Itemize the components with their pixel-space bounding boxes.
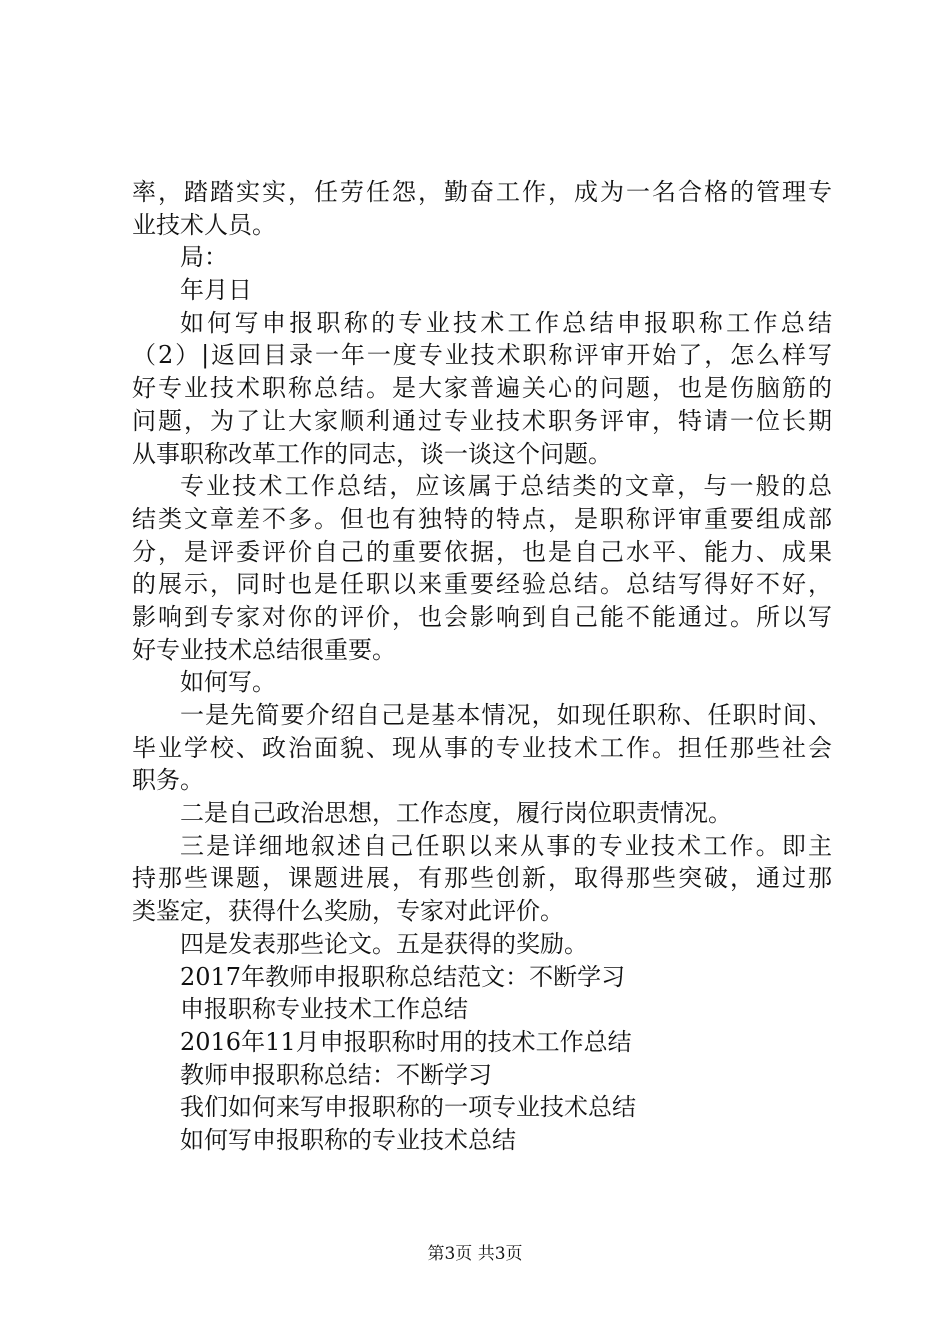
- text-line: 如何写申报职称的专业技术工作总结申报职称工作总结: [180, 308, 832, 337]
- text-line: 影响到专家对你的评价，也会影响到自己能不能通过。所以写: [132, 602, 832, 631]
- text-line: 分，是评委评价自己的重要依据，也是自己水平、能力、成果: [132, 537, 832, 566]
- text-line: 局：: [180, 243, 228, 272]
- text-line: 好专业技术总结很重要。: [132, 635, 396, 664]
- text-line: 我们如何来写申报职称的一项专业技术总结: [180, 1093, 636, 1122]
- text-line: 教师申报职称总结：不断学习: [180, 1060, 492, 1089]
- text-line: 专业技术工作总结，应该属于总结类的文章，与一般的总: [180, 472, 832, 501]
- text-line: 类鉴定，获得什么奖励，专家对此评价。: [132, 897, 564, 926]
- text-line: 年月日: [180, 276, 252, 305]
- text-line: 率，踏踏实实，任劳任怨，勤奋工作，成为一名合格的管理专: [132, 178, 832, 206]
- text-line: 2017年教师申报职称总结范文：不断学习: [180, 962, 626, 991]
- text-line: 四是发表那些论文。五是获得的奖励。: [180, 929, 588, 958]
- text-line: 好专业技术职称总结。是大家普遍关心的问题，也是伤脑筋的: [132, 374, 832, 403]
- text-line: 业技术人员。: [132, 210, 276, 239]
- text-line: 三是详细地叙述自己任职以来从事的专业技术工作。即主: [180, 831, 832, 860]
- text-line: 持那些课题，课题进展，有那些创新，取得那些突破，通过那: [132, 864, 832, 893]
- page-footer: 第3页 共3页: [427, 1244, 523, 1264]
- text-line: 的展示，同时也是任职以来重要经验总结。总结写得好不好，: [132, 570, 832, 599]
- text-line: 结类文章差不多。但也有独特的特点，是职称评审重要组成部: [132, 504, 832, 533]
- body-text: [132, 176, 832, 1157]
- text-line: 毕业学校、政治面貌、现从事的专业技术工作。担任那些社会: [132, 733, 832, 762]
- text-line: 二是自己政治思想，工作态度，履行岗位职责情况。: [180, 799, 732, 828]
- text-line: 如何写申报职称的专业技术总结: [180, 1125, 516, 1154]
- text-line: 如何写。: [180, 668, 276, 697]
- text-line: 职务。: [132, 766, 204, 795]
- text-line: 从事职称改革工作的同志，谈一谈这个问题。: [132, 439, 612, 468]
- text-line: 问题，为了让大家顺利通过专业技术职务评审，特请一位长期: [132, 406, 832, 435]
- text-line: 一是先简要介绍自己是基本情况，如现任职称、任职时间、: [180, 701, 832, 729]
- text-line: 申报职称专业技术工作总结: [180, 995, 468, 1024]
- text-line: （2）|返回目录一年一度专业技术职称评审开始了，怎么样写: [132, 341, 832, 370]
- text-line: 2016年11月申报职称时用的技术工作总结: [180, 1027, 632, 1056]
